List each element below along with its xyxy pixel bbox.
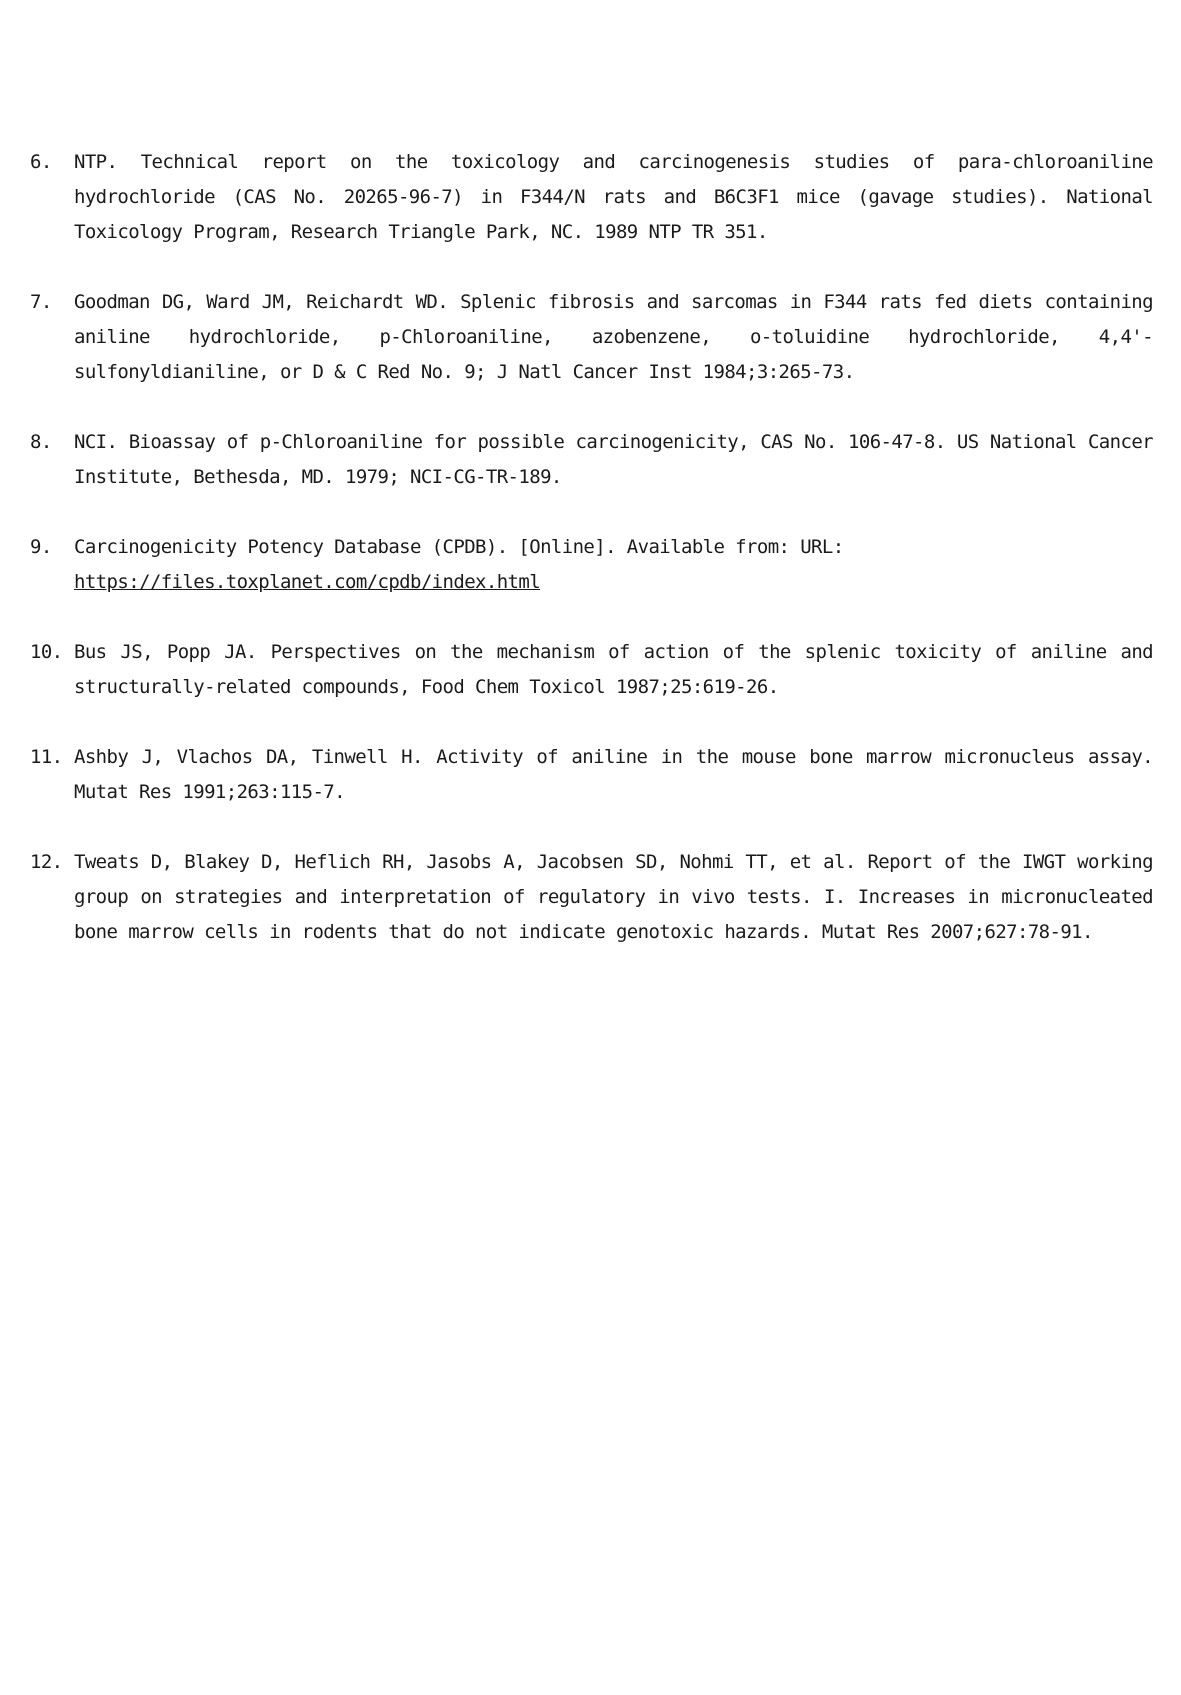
reference-text-block <box>74 530 1153 600</box>
reference-url-link[interactable]: https://files.toxplanet.com/cpdb/index.html <box>74 571 541 593</box>
reference-item-6 <box>30 145 1153 250</box>
reference-list <box>30 145 1153 985</box>
reference-item-10 <box>30 635 1153 705</box>
reference-text: NTP. Technical report on the toxicology and carcinogenesis studies of para-chloroaniline hydrochloride (CAS No. 20265-96-7) in F344/N rats and B6C3F1 mice (gavage studies). National Toxicology Program, Research Triangle Park, NC. 1989 NTP TR 351. <box>74 151 1153 243</box>
reference-number: 9. <box>30 536 52 558</box>
reference-text: Goodman DG, Ward JM, Reichardt WD. Splenic fibrosis and sarcomas in F344 rats fed diets containing aniline hydrochloride, p-Chloroaniline, azobenzene, o-toluidine hydrochloride, 4,4'-sulfonyldianiline, or D & C Red No. 9; J Natl Cancer Inst 1984;3:265-73. <box>74 291 1153 383</box>
reference-number: 10. <box>30 641 63 663</box>
reference-number: 6. <box>30 151 52 173</box>
reference-text: Bus JS, Popp JA. Perspectives on the mechanism of action of the splenic toxicity of aniline and structurally-related compounds, Food Chem Toxicol 1987;25:619-26. <box>74 641 1153 698</box>
reference-item-11 <box>30 740 1153 810</box>
reference-number: 11. <box>30 746 63 768</box>
reference-text: Ashby J, Vlachos DA, Tinwell H. Activity of aniline in the mouse bone marrow micronucleus assay. Mutat Res 1991;263:115-7. <box>74 746 1153 803</box>
reference-item-7 <box>30 285 1153 390</box>
reference-text: NCI. Bioassay of p-Chloroaniline for possible carcinogenicity, CAS No. 106-47-8. US National Cancer Institute, Bethesda, MD. 1979; NCI-CG-TR-189. <box>74 431 1153 488</box>
reference-text: Carcinogenicity Potency Database (CPDB). [Online]. Available from: URL: <box>74 536 844 558</box>
reference-number: 12. <box>30 851 63 873</box>
reference-number: 7. <box>30 291 52 313</box>
reference-text: Tweats D, Blakey D, Heflich RH, Jasobs A, Jacobsen SD, Nohmi TT, et al. Report of the IWGT working group on strategies and interpretation of regulatory in vivo tests. I. Increases in micronucleated bone marrow cells in rodents that do not indicate genotoxic hazards. Mutat Res 2007;627:78-91. <box>74 851 1153 943</box>
reference-item-8 <box>30 425 1153 495</box>
reference-number: 8. <box>30 431 52 453</box>
reference-item-9 <box>30 530 1153 600</box>
reference-item-12 <box>30 845 1153 950</box>
